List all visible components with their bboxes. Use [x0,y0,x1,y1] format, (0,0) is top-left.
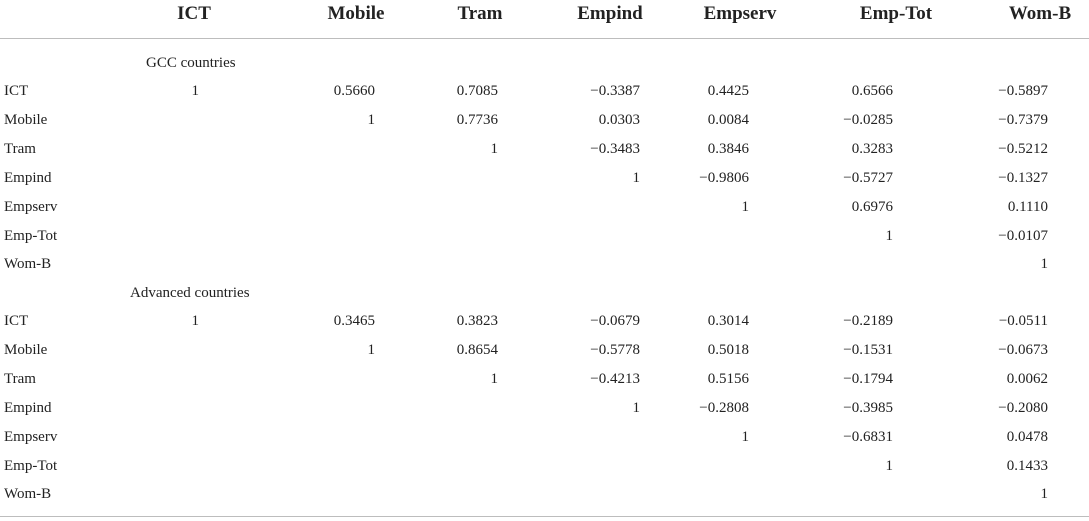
table-cell: 0.3014 [707,313,749,329]
table-cell: 0.1433 [1006,458,1048,474]
table-cell: −0.1531 [843,342,893,358]
column-header: Mobile [327,3,385,24]
table-cell: 0.3465 [333,313,375,329]
table-cell: 1 [1040,256,1048,272]
row-label: Wom-B [4,486,52,502]
table-cell: 1 [885,228,893,244]
table-cell: −0.4213 [590,371,640,387]
row-label: Wom-B [4,256,52,272]
table-cell: −0.2080 [998,400,1048,416]
table-cell: 0.5018 [707,342,749,358]
column-header: Wom-B [1008,3,1072,24]
table-cell: −0.0511 [998,313,1048,329]
table-cell: 0.8654 [456,342,498,358]
table-cell: 1 [632,170,640,186]
table-cell: 0.3283 [851,141,893,157]
row-label: Empind [4,400,52,416]
row-label: Empserv [4,429,58,445]
row-label: Empind [4,170,52,186]
table-cell: 0.7736 [456,112,498,128]
column-header: Empind [577,3,643,24]
table-cell: 1 [741,199,749,215]
table-cell: 0.1110 [1007,199,1048,215]
table-cell: −0.0673 [998,342,1048,358]
table-cell: 1 [490,141,498,157]
table-cell: 1 [191,83,199,99]
table-cell: −0.0285 [843,112,893,128]
table-cell: 0.7085 [456,83,498,99]
table-cell: −0.0107 [998,228,1048,244]
table-cell: 0.0084 [707,112,749,128]
table-cell: −0.1794 [843,371,893,387]
table-cell: 0.0062 [1006,371,1048,387]
section-title: Advanced countries [130,285,250,301]
table-cell: 1 [885,458,893,474]
table-cell: 0.5156 [707,371,749,387]
row-label: Tram [4,371,36,387]
row-label: ICT [4,313,29,329]
row-label: Mobile [4,112,48,128]
table-cell: −0.3483 [590,141,640,157]
row-label: Tram [4,141,36,157]
table-cell: 1 [1040,486,1048,502]
table-cell: 1 [741,429,749,445]
table-cell: 1 [367,112,375,128]
table-cell: −0.0679 [590,313,640,329]
bottom-rule [0,516,1089,517]
column-header: Emp-Tot [859,3,933,24]
table-cell: 1 [632,400,640,416]
table-cell: 1 [490,371,498,387]
table-cell: −0.5727 [843,170,893,186]
table-cell: −0.1327 [998,170,1048,186]
row-label: Empserv [4,199,58,215]
table-cell: 1 [367,342,375,358]
row-label: Emp-Tot [4,228,58,244]
table-cell: 0.0478 [1006,429,1048,445]
row-label: Emp-Tot [4,458,58,474]
table-cell: −0.3387 [590,83,640,99]
table-cell: −0.5212 [998,141,1048,157]
table-cell: 0.3846 [707,141,749,157]
table-cell: −0.2189 [843,313,893,329]
table-cell: −0.3985 [843,400,893,416]
table-cell: 0.4425 [707,83,749,99]
table-cell: 0.3823 [456,313,498,329]
table-cell: −0.2808 [699,400,749,416]
row-label: Mobile [4,342,48,358]
row-label: ICT [4,83,29,99]
table-cell: −0.6831 [843,429,893,445]
header-rule [0,38,1089,39]
table-cell: 1 [191,313,199,329]
table-cell: 0.0303 [598,112,640,128]
column-header: Tram [457,3,503,24]
table-cell: −0.7379 [998,112,1048,128]
table-cell: −0.9806 [699,170,749,186]
column-header: ICT [177,3,211,24]
table-cell: −0.5897 [998,83,1048,99]
table-cell: 0.6976 [851,199,893,215]
section-title: GCC countries [146,55,236,71]
table-cell: 0.5660 [333,83,375,99]
table-cell: 0.6566 [851,83,893,99]
column-header: Empserv [703,3,777,24]
table-cell: −0.5778 [590,342,640,358]
